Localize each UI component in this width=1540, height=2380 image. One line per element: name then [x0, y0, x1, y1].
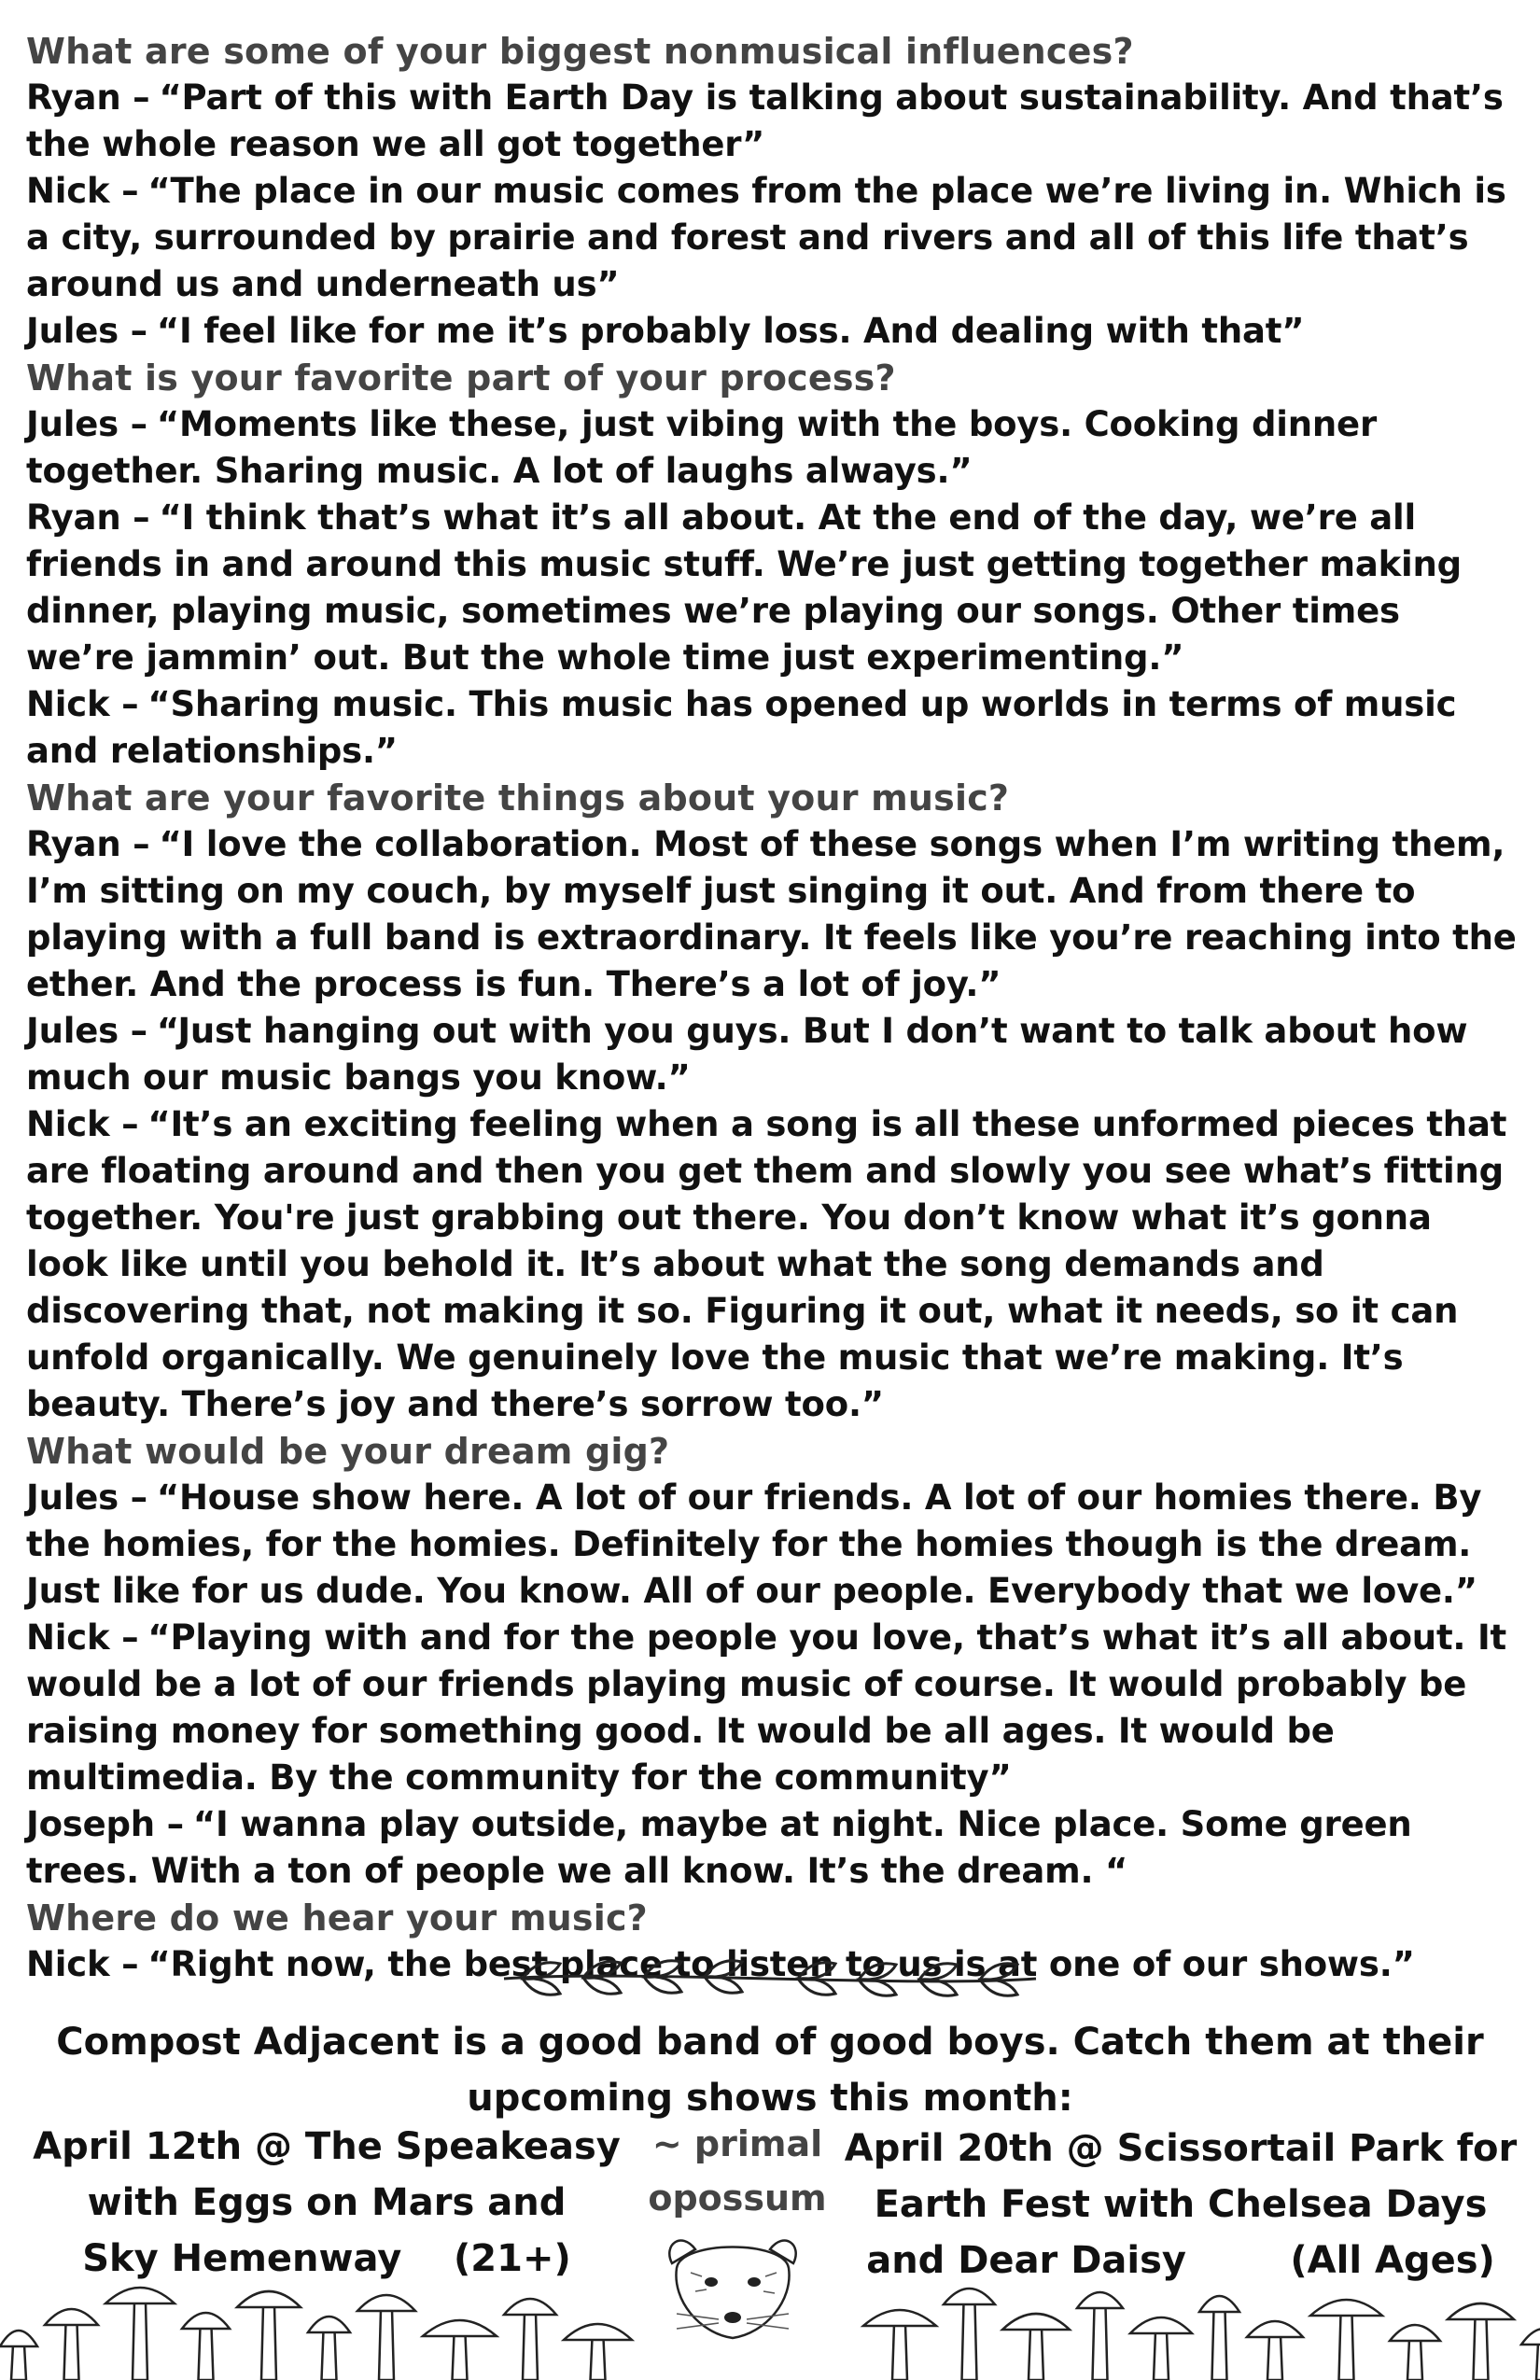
speaker-name: Ryan – [26, 77, 150, 118]
brand-line: ~ primal [651, 2123, 823, 2164]
mushroom-cap [1247, 2321, 1303, 2337]
speaker-name: Joseph – [26, 1804, 184, 1844]
closing-note [0, 2014, 1540, 2126]
brand-label [644, 2117, 831, 2225]
mushroom-border [0, 2268, 1540, 2380]
answer-text: “Right now, the best place to listen to us is at one of our shows.” [147, 1944, 1415, 1984]
mushroom-cap [105, 2288, 175, 2303]
closing-line: Compost Adjacent is a good band of good boys. Catch them at their [56, 2021, 1484, 2064]
mushroom-cap [423, 2320, 497, 2336]
answer-text: “Playing with and for the people you love, that’s what it’s all about. It would be a lot of our friends playing music of course. It would probably be raising money for something good. It would be all ages. It would be multimedia. By the community for the community” [26, 1617, 1507, 1798]
speaker-name: Jules – [26, 404, 147, 444]
speaker-name: Ryan – [26, 824, 150, 864]
speaker-name: Nick – [26, 1104, 139, 1144]
mushroom-stem [11, 2345, 26, 2380]
question-heading: What are your favorite things about your music? [26, 777, 1010, 819]
mushroom-stem [523, 2313, 538, 2380]
answer-text: “I feel like for me it’s probably loss. And dealing with that” [156, 311, 1305, 351]
mushroom-stem [64, 2323, 79, 2380]
mushroom-cap [1130, 2317, 1192, 2333]
question-heading: Where do we hear your music? [26, 1897, 648, 1939]
speaker-name: Jules – [26, 1011, 147, 1051]
speaker-name: Ryan – [26, 497, 150, 538]
answer [26, 168, 1519, 308]
mushroom-cap [863, 2310, 936, 2326]
mushroom-stem [1267, 2335, 1282, 2380]
speaker-name: Nick – [26, 1944, 139, 1984]
mushroom-cap [357, 2295, 415, 2311]
answer [26, 1801, 1519, 1895]
answer [26, 401, 1519, 495]
speaker-name: Jules – [26, 311, 147, 351]
speaker-name: Jules – [26, 1477, 147, 1518]
mushroom-cap [308, 2317, 350, 2332]
mushroom-cap [1002, 2314, 1070, 2330]
answer-text: “House show here. A lot of our friends. A lot of our homies there. By the homies, for the homies. Definitely for the homies though is the dream. Just like for us dude. You know. All of our people. Everybody that we love.” [26, 1477, 1482, 1611]
mushroom-cap [1199, 2296, 1239, 2312]
mushroom-stem [1154, 2331, 1169, 2380]
mushroom-cap [1310, 2300, 1382, 2316]
mushroom-cap [564, 2324, 632, 2340]
show-april-12 [28, 2119, 625, 2287]
mushroom-cap [237, 2291, 301, 2307]
answer [26, 1615, 1519, 1801]
question-heading: What is your favorite part of your process? [26, 357, 896, 399]
brand-line: opossum [648, 2177, 827, 2219]
vine-divider-icon [495, 1951, 1045, 2007]
mushroom-cap [504, 2299, 556, 2315]
mushroom-stem [1536, 2343, 1540, 2380]
mushroom-cap [0, 2331, 37, 2346]
mushroom-stem [591, 2338, 606, 2380]
mushroom-stem [892, 2324, 907, 2380]
answer [26, 821, 1519, 1008]
show-line: Sky Hemenway (21+) [82, 2237, 571, 2280]
answer-text: “I love the collaboration. Most of these songs when I’m writing them, I’m sitting on my couch, by myself just singing it out. And from there to playing with a full band is extraordinary. It feels like you’re reaching into the ether. And the process is fun. There’s a lot of joy.” [26, 824, 1517, 1004]
answer-text: “The place in our music comes from the place we’re living in. Which is a city, surrounded by prairie and forest and rivers and all of this life that’s around us and underneath us” [26, 171, 1506, 304]
mushroom-stem [379, 2309, 394, 2380]
question-heading: What would be your dream gig? [26, 1431, 670, 1472]
mushroom-cap [1077, 2292, 1123, 2308]
answer [26, 308, 1519, 355]
show-line: Earth Fest with Chelsea Days [874, 2183, 1488, 2226]
mushroom-cap [45, 2309, 98, 2325]
answer [26, 681, 1519, 775]
mushroom-cap [944, 2289, 995, 2304]
interview [26, 28, 1519, 1988]
closing-line: upcoming shows this month: [467, 2077, 1073, 2120]
answer-text: “I wanna play outside, maybe at night. Nice place. Some green trees. With a ton of people we all know. It’s the dream. “ [26, 1804, 1412, 1891]
mushroom-stem [1474, 2317, 1489, 2380]
answer-text: “It’s an exciting feeling when a song is all these unformed pieces that are floating around and then you get them and slowly you see what’s fitting together. You're just grabbing out there. You don’t know what it’s gonna look like until you behold it. It’s about what the song demands and discovering that, not making it so. Figuring it out, what it needs, so it can unfold organically. We genuinely love the music that we’re making. It’s beauty. There’s joy and there’s sorrow too.” [26, 1104, 1507, 1424]
speaker-name: Nick – [26, 171, 139, 211]
show-line: and Dear Daisy (All Ages) [866, 2239, 1495, 2282]
show-line: April 12th @ The Speakeasy [33, 2125, 621, 2168]
answer [26, 1101, 1519, 1428]
mushroom-stem [261, 2305, 276, 2380]
mushroom-stem [1029, 2328, 1043, 2380]
speaker-name: Nick – [26, 1617, 139, 1658]
mushroom-cap [1390, 2325, 1440, 2341]
answer [26, 75, 1519, 168]
answer [26, 495, 1519, 681]
answer-text: “Just hanging out with you guys. But I don’t want to talk about how much our music bangs you know.” [26, 1011, 1468, 1098]
mushroom-stem [1212, 2310, 1227, 2380]
show-line: April 20th @ Scissortail Park for [844, 2127, 1518, 2170]
mushroom-stem [453, 2334, 468, 2380]
mushroom-stem [322, 2331, 337, 2380]
mushroom-stem [1339, 2314, 1354, 2380]
mushroom-stem [1407, 2339, 1422, 2380]
mushroom-stem [199, 2327, 214, 2380]
mushroom-cap [182, 2313, 230, 2329]
mushroom-stem [133, 2302, 147, 2380]
answer [26, 1008, 1519, 1101]
mushroom-cap [1521, 2329, 1540, 2345]
answer-text: “Sharing music. This music has opened up worlds in terms of music and relationships.” [26, 684, 1457, 771]
mushroom-cap [1448, 2303, 1514, 2319]
mushroom-stem [1093, 2306, 1108, 2380]
question-heading: What are some of your biggest nonmusical influences? [26, 31, 1134, 72]
answer-text: “Moments like these, just vibing with the boys. Cooking dinner together. Sharing music. A lot of laughs always.” [26, 404, 1377, 491]
answer-text: “Part of this with Earth Day is talking about sustainability. And that’s the whole reason we all got together” [26, 77, 1504, 164]
speaker-name: Nick – [26, 684, 139, 724]
answer-text: “I think that’s what it’s all about. At the end of the day, we’re all friends in and around this music stuff. We’re just getting together making dinner, playing music, sometimes we’re playing our songs. Other times we’re jammin’ out. But the whole time just experimenting.” [26, 497, 1462, 678]
show-line: with Eggs on Mars and [87, 2181, 567, 2224]
show-april-20 [840, 2121, 1521, 2289]
answer [26, 1475, 1519, 1615]
mushroom-stem [962, 2303, 977, 2380]
